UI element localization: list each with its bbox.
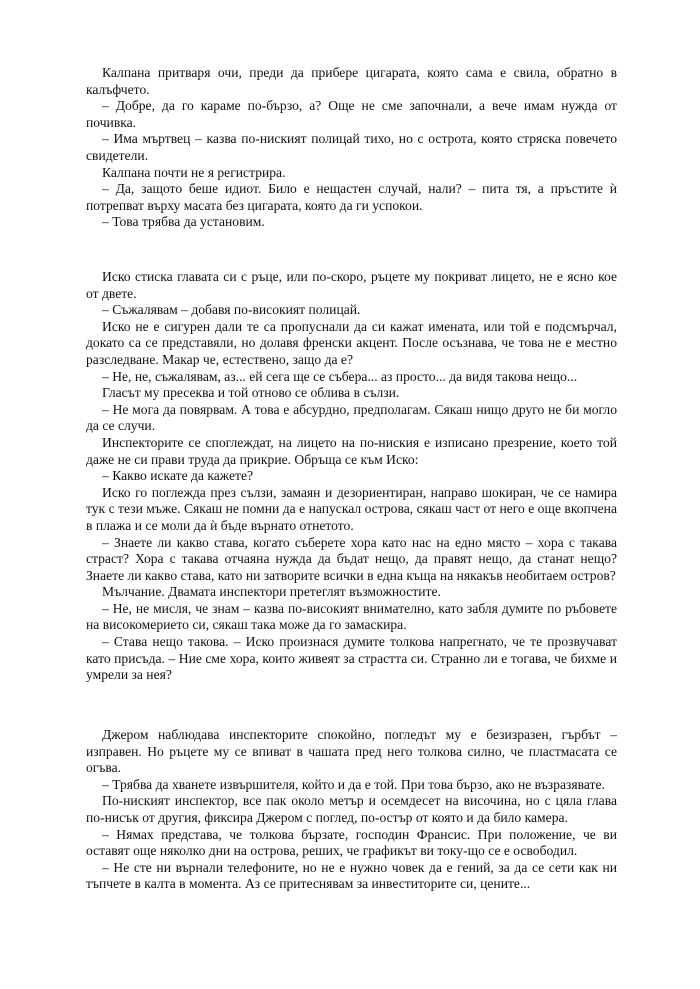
paragraph: – Не мога да повярвам. А това е абсурдно, предполагам. Сякаш нищо друго не би могло да се случи. — [86, 401, 617, 434]
paragraph: – Знаете ли какво става, когато съберете хора като нас на едно място – хора с такава страст? Хора с такава отчаяна нужда да бъдат нещо, да правят нещо, да станат нещо? Знаете ли какво става, като ни затворите всички в една къща на някакъв необитаем остров? — [86, 534, 617, 583]
paragraph: – Не, не мисля, че знам – казва по-високият внимателно, като забля думите по ръбовете на високомерието си, сякаш така може да го замаскира. — [86, 600, 617, 633]
paragraph: – Става нещо такова. – Иско произнася думите толкова напрегнато, че те прозвучават като присъда. – Ние сме хора, които живеят за страстта си. Странно ли е тогава, че бихме и умрели за нея? — [86, 634, 617, 683]
paragraph: Джером наблюдава инспекторите спокойно, погледът му е безизразен, гърбът – изправен. Но ръцете му се впиват в чашата пред него толкова силно, че пластмасата се огъва. — [86, 727, 617, 776]
paragraph: Иско стиска главата си с ръце, или по-скоро, ръцете му покриват лицето, не е ясно кое от двете. — [86, 269, 617, 301]
paragraph: – Какво искате да кажете? — [102, 468, 254, 484]
text-section-1 — [86, 65, 617, 231]
paragraph: – Нямах представа, че толкова бързате, господин Франсис. При положение, че ви оставят още няколко дни на острова, реших, че графикът ви току-що се е освободил. — [86, 826, 617, 859]
paragraph: По-ниският инспектор, все пак около метър и осемдесет на височина, но с цяла глава по-нисък от другия, фиксира Джером с поглед, по-остър от която и да било камера. — [86, 793, 617, 825]
paragraph: Мълчание. Двамата инспектори претеглят възможностите. — [102, 584, 441, 600]
paragraph: – Не, не, съжалявам, аз... ей сега ще се събера... аз просто... да видя такова нещо... — [102, 368, 578, 384]
paragraph: – Не сте ни върнали телефоните, но не е нужно човек да е гений, за да се сети как ни тъпчете в калта в момента. Аз се притеснявам за инвеститорите си, ценитe... — [86, 859, 617, 892]
paragraph: Калпана притваря очи, преди да прибере цигарата, която сама е свила, обратно в калъфчето. — [86, 65, 617, 97]
paragraph: Калпана почти не я регистрира. — [102, 164, 286, 180]
text-section-3 — [86, 727, 617, 893]
text-section-2 — [86, 269, 617, 684]
paragraph: – Трябва да хванете извършителя, който и да е той. При това бързо, ако не възразявате. — [102, 776, 605, 792]
paragraph: – Да, защото беше идиот. Било е нещастен случай, нали? – пита тя, а пръстите ѝ потрепват върху масата без цигарата, която да ги успокои. — [86, 181, 617, 213]
paragraph: Иско го поглежда през сълзи, замаян и дезориентиран, направо шокиран, че се намира тук с тези мъже. Сякаш не помни да е напускал острова, сякаш част от него е още вкопчена в плажа и се моли да ѝ бъде върнато отнетото. — [86, 484, 617, 533]
paragraph: – Това трябва да установим. — [102, 214, 265, 230]
paragraph: – Съжалявам – добавя по-високият полицай. — [102, 302, 361, 318]
paragraph: – Има мъртвец – казва по-ниският полицай тихо, но с острота, която стряска повечето свидетели. — [86, 131, 617, 163]
paragraph: Инспекторите се споглеждат, на лицето на по-ниския е изписано презрение, което той даже не си прави труда да прикрие. Обръща се към Иско: — [86, 434, 617, 467]
paragraph: Иско не е сигурен дали те са пропуснали да си кажат имената, или той е подсмърчал, докато са се представяли, но долавя френски акцент. После осъзнава, че това не е местно разследване. Макар че, естествено, защо да е? — [86, 318, 617, 367]
paragraph: – Добре, да го караме по-бързо, а? Още не сме започнали, а вече имам нужда от почивка. — [86, 98, 617, 130]
paragraph: Гласът му пресеква и той отново се облива в сълзи. — [102, 385, 400, 401]
